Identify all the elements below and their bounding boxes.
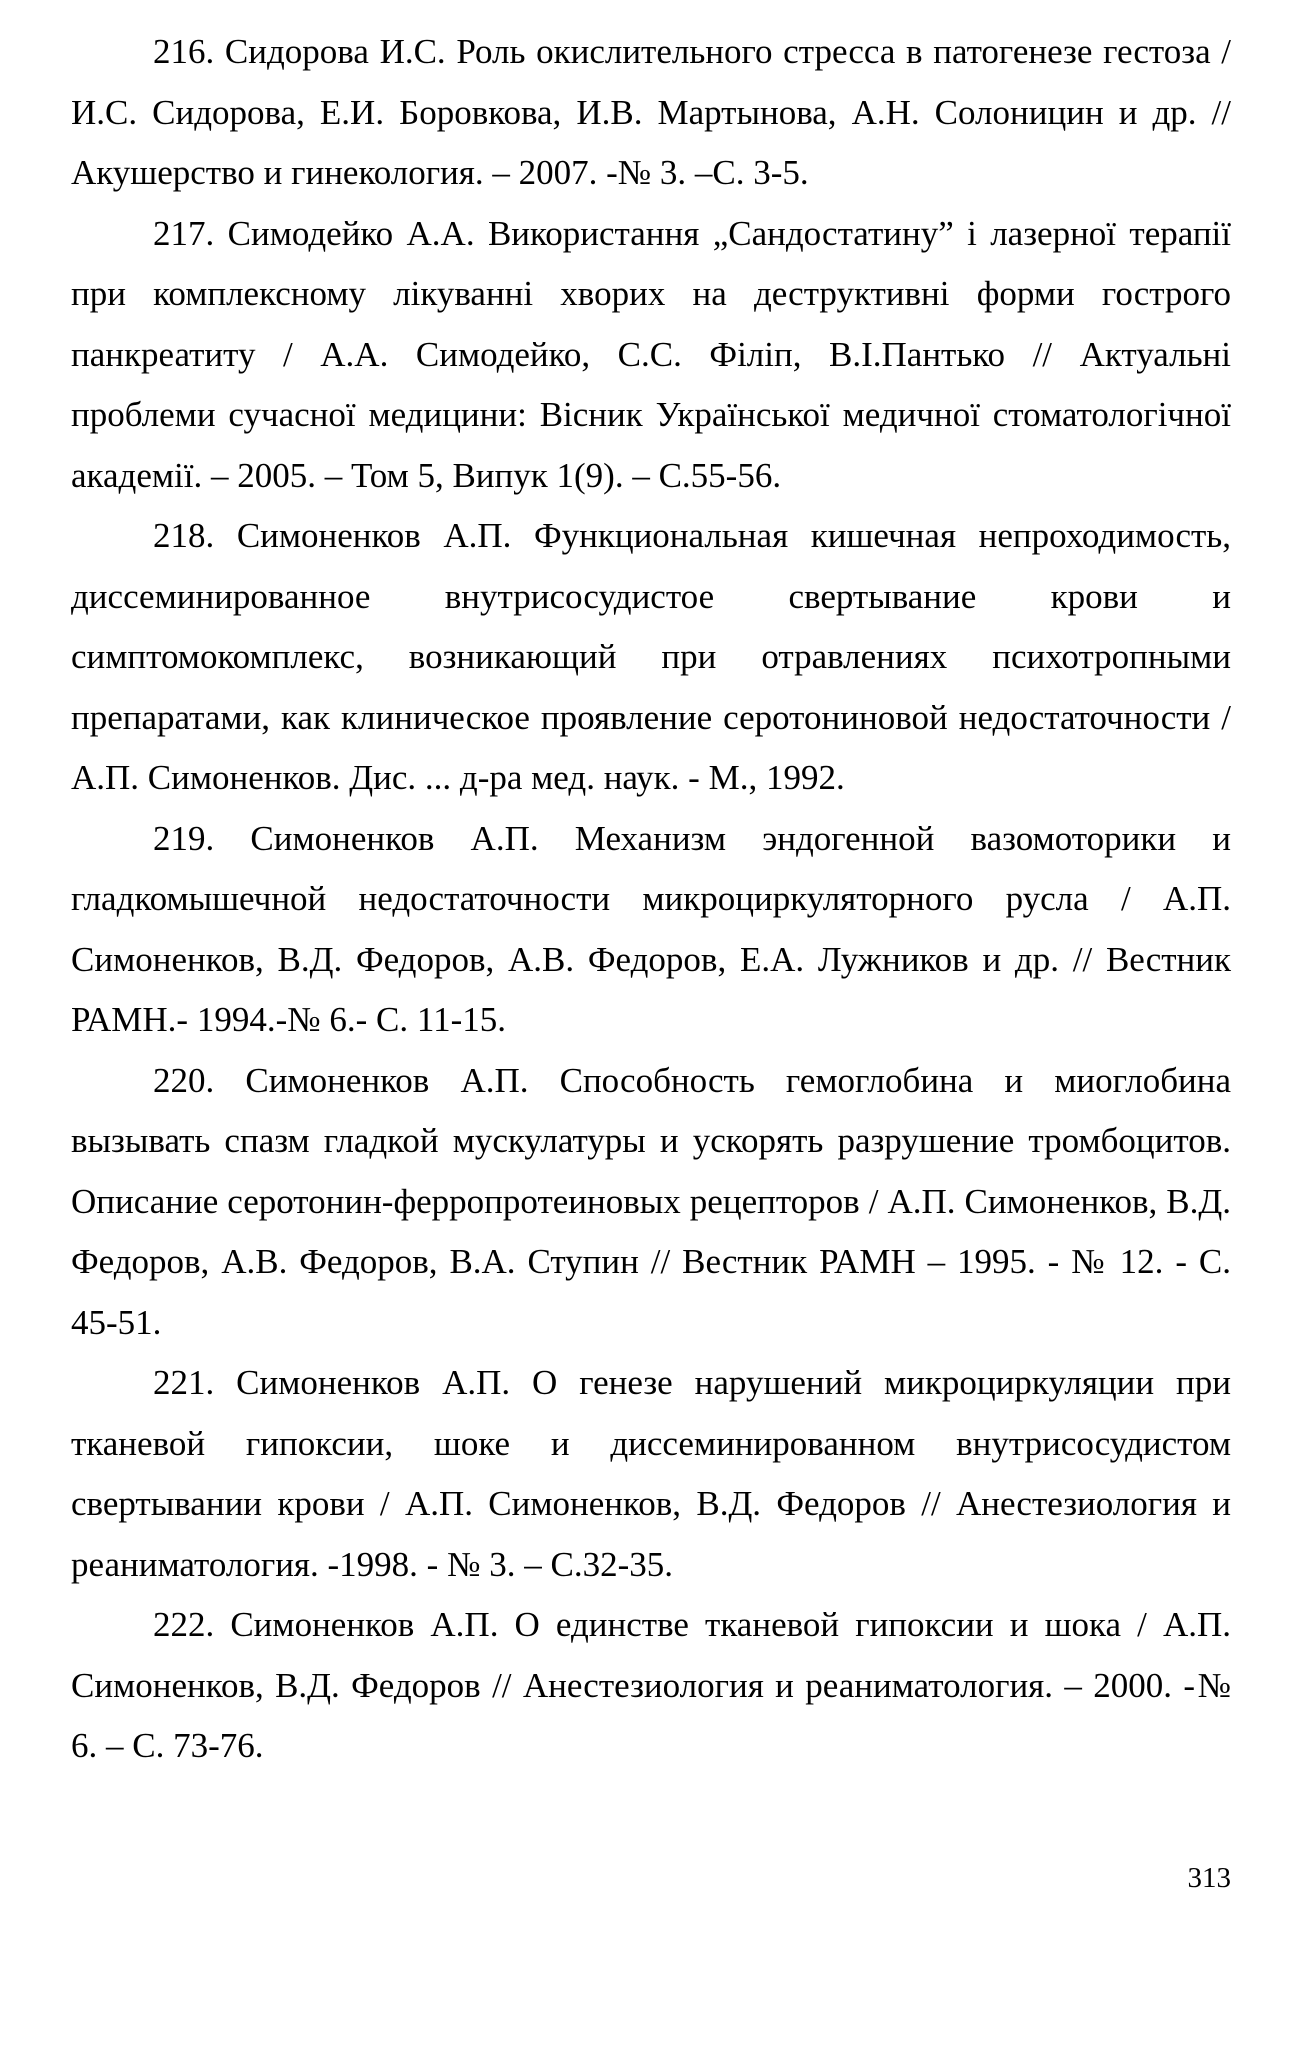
reference-entry-221: 221. Симоненков А.П. О генезе нарушений микроциркуляции при тканевой гипоксии, шоке и диссеминированном внутрисосудистом свертывании крови / А.П. Симоненков, В.Д. Федоров // Анестезиология и реаниматология. -1998. - № 3. – С.32-35.: [71, 1363, 1231, 1584]
reference-entry-219: 219. Симоненков А.П. Механизм эндогенной вазомоторики и гладкомышечной недостаточности микроциркуляторного русла / А.П. Симоненков, В.Д. Федоров, А.В. Федоров, Е.А. Лужников и др. // Вестник РАМН.- 1994.-№ 6.- С. 11-15.: [71, 818, 1231, 1039]
document-page: [71, 0, 1231, 2050]
reference-entry-216: 216. Сидорова И.С. Роль окислительного стресса в патогенезе гестоза / И.С. Сидорова, Е.И. Боровкова, И.В. Мартынова, А.Н. Солоницин и др. //Акушерство и гинекология. – 2007. -№ 3. –С. 3-5.: [71, 32, 1231, 192]
reference-list: [71, 22, 1231, 1777]
reference-entry-218: 218. Симоненков А.П. Функциональная кишечная непроходимость, диссеминированное внутрисосудистое свертывание крови и симптомокомплекс, возникающий при отравлениях психотропными препаратами, как клиническое проявление серотониновой недостаточности / А.П. Симоненков. Дис. ... д-ра мед. наук. - М., 1992.: [71, 516, 1231, 797]
reference-entry-222: 222. Симоненков А.П. О единстве тканевой гипоксии и шока / А.П. Симоненков, В.Д. Федоров // Анестезиология и реаниматология. – 2000. -№ 6. – С. 73-76.: [71, 1605, 1231, 1765]
reference-entry-220: 220. Симоненков А.П. Способность гемоглобина и миоглобина вызывать спазм гладкой мускулатуры и ускорять разрушение тромбоцитов. Описание серотонин-ферропротеиновых рецепторов / А.П. Симоненков, В.Д. Федоров, А.В. Федоров, В.А. Ступин // Вестник РАМН – 1995. - № 12. - С. 45-51.: [71, 1060, 1231, 1342]
reference-entry-217: 217. Симодейко А.А. Використання „Сандостатину” і лазерної терапії при комплексному лікуванні хворих на деструктивні форми гострого панкреатиту / А.А. Симодейко, С.С. Філіп, В.І.Пантько // Актуальні проблеми сучасної медицини: Вісник Української медичної стоматологічної академії. – 2005. – Том 5, Випук 1(9). – С.55-56.: [71, 213, 1231, 495]
page-number: 313: [1187, 1862, 1231, 1894]
